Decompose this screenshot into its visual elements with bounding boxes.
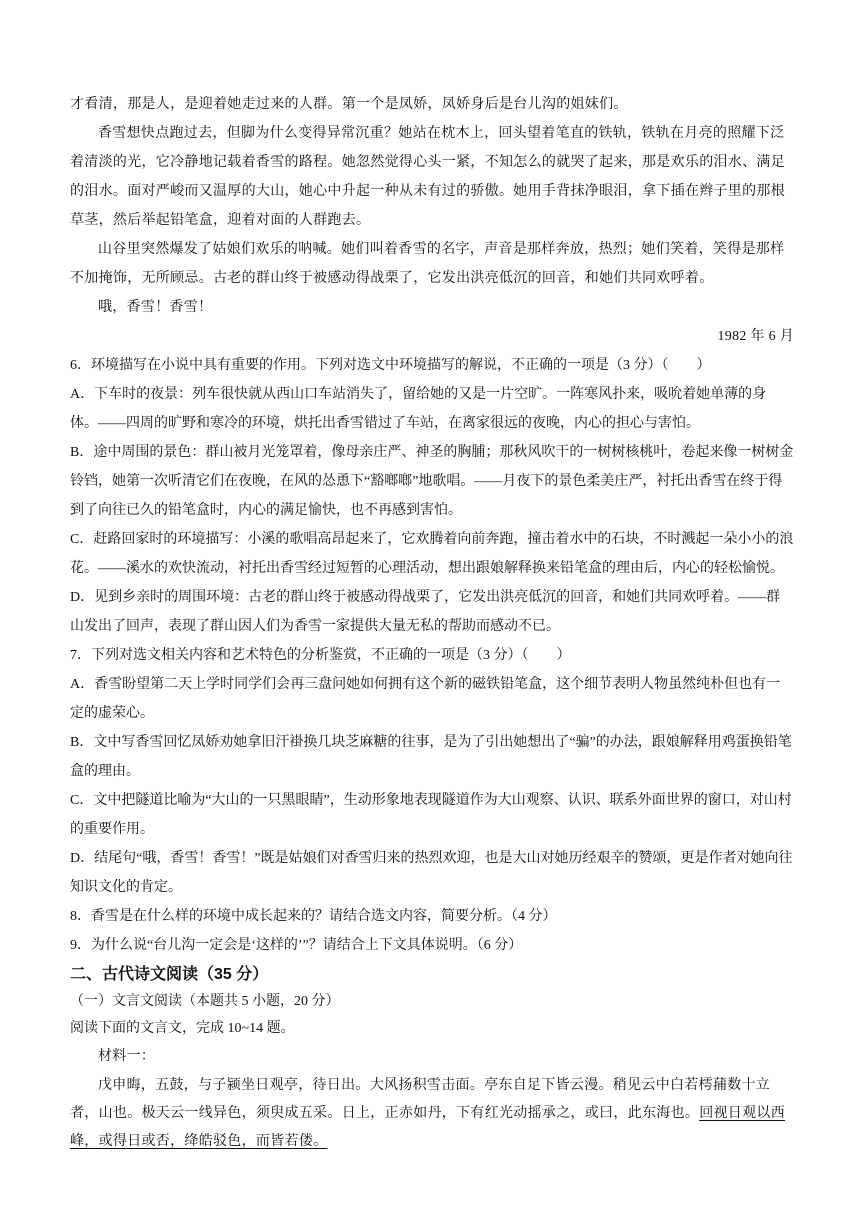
- story-date: 1982 年 6 月: [717, 329, 794, 344]
- underlined-sentence: 回视日观以西峰，或得日或否，绛皓驳色，而皆若偻。: [70, 1105, 786, 1149]
- option-7a: A．香雪盼望第二天上学时同学们会再三盘问她如何拥有这个新的磁铁铅笔盒，这个细节表明人物虽然纯朴但也有一定的虚荣心。: [70, 677, 781, 721]
- reading-instruction: 阅读下面的文言文，完成 10~14 题。: [70, 1021, 295, 1036]
- classical-text: [70, 1071, 794, 1155]
- option-7b: B．文中写香雪回忆凤娇劝她拿旧汗褂换几块芝麻糖的往事，是为了引出她想出了“骗”的办法，跟娘解释用鸡蛋换铅笔盒的理由。: [70, 735, 792, 779]
- option-6c: C．赶路回家时的环境描写：小溪的歌唱高昂起来了，它欢腾着向前奔跑，撞击着水中的石块，不时溅起一朵小小的浪花。——溪水的欢快流动，衬托出香雪经过短暂的心理活动，想出跟娘解释换来铅笔盒的理由后，内心的轻松愉悦。: [70, 532, 794, 576]
- story-paragraph: 香雪想快点跑过去，但脚为什么变得异常沉重？她站在枕木上，回头望着笔直的铁轨，铁轨在月亮的照耀下泛着清淡的光，它冷静地记载着香雪的路程。她忽然觉得心头一紧，不知怎么的就哭了起来，那是欢乐的泪水、满足的泪水。面对严峻而又温厚的大山，她心中升起一种从未有过的骄傲。她用手背抹净眼泪，拿下插在辫子里的那根草茎，然后举起铅笔盒，迎着对面的人群跑去。: [70, 125, 785, 228]
- option-7d: D．结尾句“哦，香雪！香雪！”既是姑娘们对香雪归来的热烈欢迎，也是大山对她历经艰辛的赞颂，更是作者对她向往知识文化的肯定。: [70, 851, 793, 895]
- question-list: [70, 351, 794, 960]
- option-7c: C．文中把隧道比喻为“大山的一只黑眼睛”，生动形象地表现隧道作为大山观察、认识、联系外面世界的窗口，对山村的重要作用。: [70, 793, 792, 837]
- option-6a: A．下车时的夜景：列车很快就从西山口车站消失了，留给她的又是一片空旷。一阵寒风扑来，吸吮着她单薄的身体。——四周的旷野和寒冷的环境，烘托出香雪错过了车站，在离家很远的夜晚，内心的担心与害怕。: [70, 387, 767, 431]
- option-6b: B．途中周围的景色：群山被月光笼罩着，像母亲庄严、神圣的胸脯；那秋风吹干的一树树核桃叶，卷起来像一树树金铃铛，她第一次听清它们在夜晚，在风的怂恿下“豁啷啷”地歌唱。——月夜下的景色柔美庄严，衬托出香雪在终于得到了向往已久的铅笔盒时，内心的满足愉快，也不再感到害怕。: [70, 445, 794, 518]
- story-paragraph: 才看清，那是人，是迎着她走过来的人群。第一个是凤娇，凤娇身后是台儿沟的姐妹们。: [70, 96, 628, 112]
- story-ending-line: 哦，香雪！香雪！: [98, 299, 213, 315]
- question-9: 9．为什么说“台儿沟一定会是‘这样的’”？请结合上下文具体说明。（6 分）: [70, 938, 523, 953]
- question-7: 7．下列对选文相关内容和艺术特色的分析鉴赏，不正确的一项是（3 分）（ ）: [70, 648, 571, 663]
- question-8: 8．香雪是在什么样的环境中成长起来的？请结合选文内容，简要分析。（4 分）: [70, 909, 557, 924]
- material-label: 材料一：: [98, 1048, 156, 1064]
- section-classical-reading: [70, 961, 794, 1155]
- classical-text-body: 戊申晦，五鼓，与子颍坐日观亭，待日出。大风扬积雪击面。亭东自足下皆云漫。稍见云中白若樗蒱数十立者，山也。极天云一线异色，须臾成五采。日上，正赤如丹，下有红光动摇承之，或曰，此东海也。: [70, 1077, 771, 1121]
- option-6d: D．见到乡亲时的周围环境：古老的群山终于被感动得战栗了，它发出洪亮低沉的回音，和她们共同欢呼着。——群山发出了回声，表现了群山因人们为香雪一家提供大量无私的帮助而感动不已。: [70, 590, 781, 634]
- story-excerpt: [70, 90, 794, 351]
- subsection-heading: （一）文言文阅读（本题共 5 小题，20 分）: [70, 994, 340, 1009]
- story-paragraph: 山谷里突然爆发了姑娘们欢乐的呐喊。她们叫着香雪的名字，声音是那样奔放，热烈；她们笑着，笑得是那样不加掩饰，无所顾忌。古老的群山终于被感动得战栗了，它发出洪亮低沉的回音，和她们共同欢呼着。: [70, 241, 785, 286]
- section-heading: 二、古代诗文阅读（35 分）: [70, 966, 269, 983]
- question-6: 6．环境描写在小说中具有重要的作用。下列对选文中环境描写的解说，不正确的一项是（3 分）（ ）: [70, 358, 711, 373]
